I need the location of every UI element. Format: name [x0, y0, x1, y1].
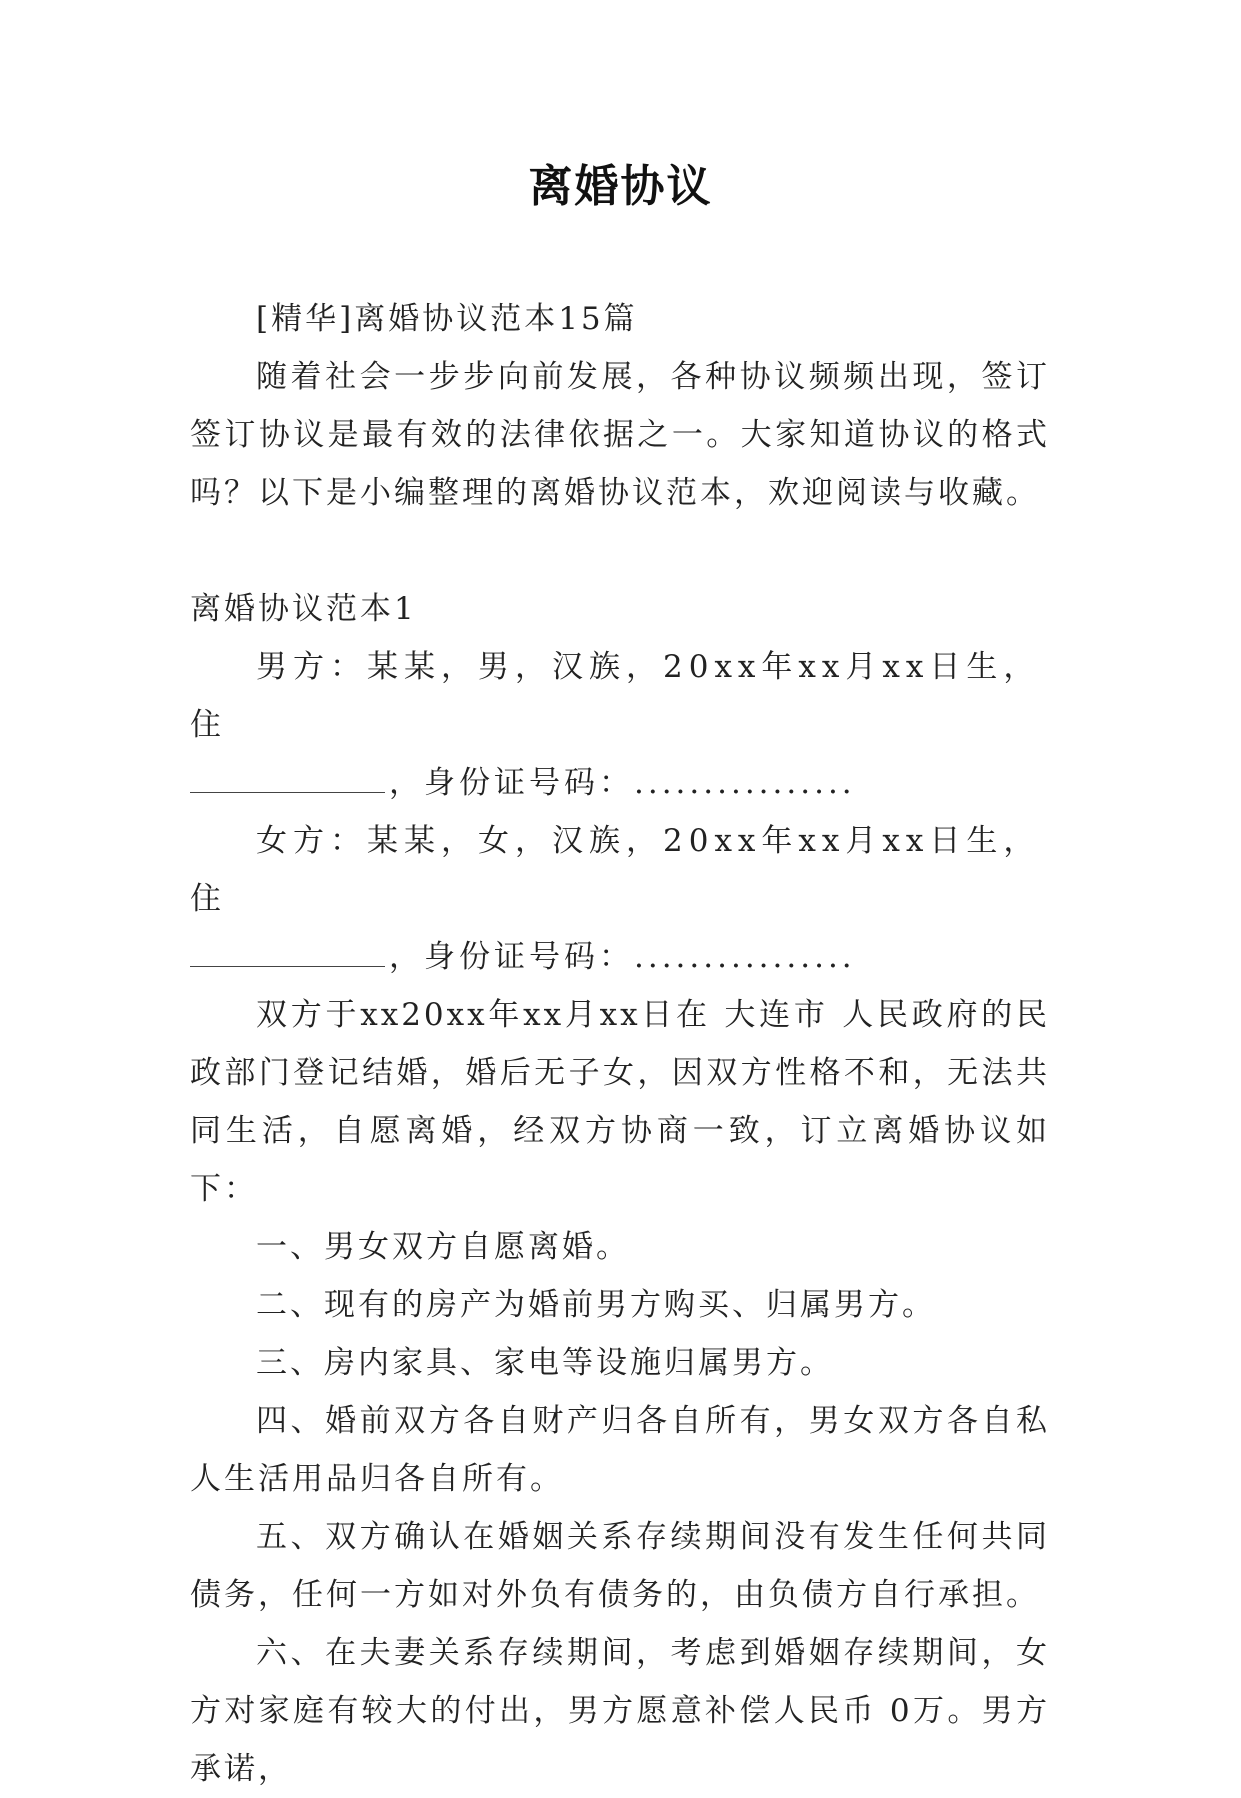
clause-4: 四、婚前双方各自财产归各自所有，男女双方各自私人生活用品归各自所有。 — [190, 1403, 1050, 1497]
female-party-id-line — [190, 928, 1050, 986]
male-party-line: 男方：某某，男，汉族，20xx年xx月xx日生，住 — [190, 649, 1041, 743]
clause-1: 一、男女双方自愿离婚。 — [256, 1229, 630, 1265]
page-title: 离婚协议 — [528, 161, 713, 212]
clause-6: 六、在夫妻关系存续期间，考虑到婚姻存续期间，女方对家庭有较大的付出，男方愿意补偿人民币 0万。男方承诺， — [190, 1635, 1050, 1787]
preamble-paragraph: 双方于xx20xx年xx月xx日在 大连市 人民政府的民政部门登记结婚，婚后无子女，因双方性格不和，无法共同生活，自愿离婚，经双方协商一致，订立离婚协议如下： — [190, 997, 1050, 1207]
address-blank — [190, 762, 385, 793]
female-id-text: ，身份证号码：................ — [389, 939, 856, 975]
clause-2: 二、现有的房产为婚前男方购买、归属男方。 — [256, 1287, 936, 1323]
intro-subtitle: [精华]离婚协议范本15篇 — [256, 301, 638, 337]
intro-paragraph: 随着社会一步步向前发展，各种协议频频出现，签订签订协议是最有效的法律依据之一。大家知道协议的格式吗？以下是小编整理的离婚协议范本，欢迎阅读与收藏。 — [190, 359, 1050, 511]
section-heading: 离婚协议范本1 — [190, 591, 417, 627]
address-blank — [190, 936, 385, 967]
female-party-line: 女方：某某，女，汉族，20xx年xx月xx日生，住 — [190, 823, 1041, 917]
male-party-id-line — [190, 754, 1050, 812]
male-id-text: ，身份证号码：................ — [389, 765, 856, 801]
document-body — [190, 290, 1050, 1798]
clause-5: 五、双方确认在婚姻关系存续期间没有发生任何共同债务，任何一方如对外负有债务的，由负债方自行承担。 — [190, 1519, 1050, 1613]
spacer — [190, 522, 1050, 580]
clause-3: 三、房内家具、家电等设施归属男方。 — [256, 1345, 834, 1381]
